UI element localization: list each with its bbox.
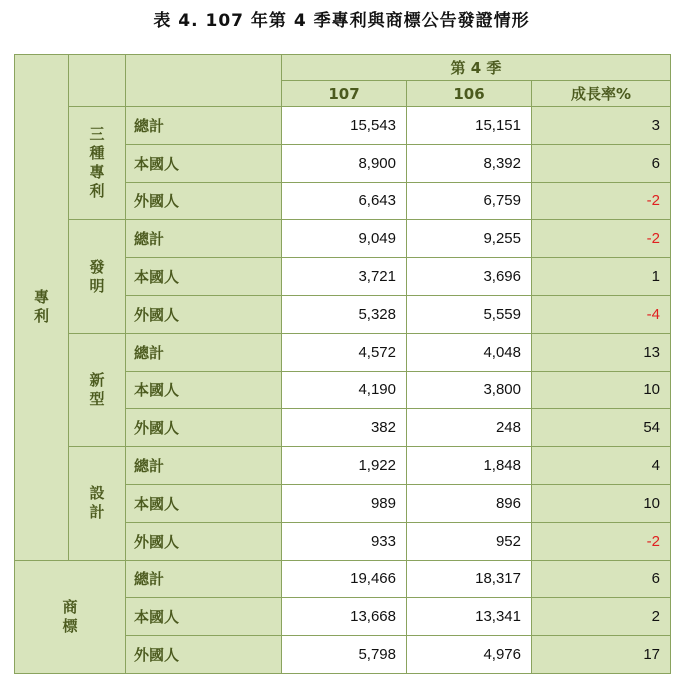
group-label: 三 種 專 利 <box>89 125 105 201</box>
value-v107: 13,668 <box>282 598 407 636</box>
section-trademark-cell <box>15 560 126 673</box>
value-v106: 9,255 <box>407 220 532 258</box>
value-growth: 6 <box>532 144 671 182</box>
value-v107: 6,643 <box>282 182 407 220</box>
group-label: 新 型 <box>89 370 105 408</box>
value-v106: 3,696 <box>407 258 532 296</box>
group-label: 設 計 <box>89 484 105 522</box>
value-v106: 1,848 <box>407 447 532 485</box>
value-v107: 3,721 <box>282 258 407 296</box>
value-v106: 952 <box>407 522 532 560</box>
table-row <box>15 333 671 371</box>
value-v106: 18,317 <box>407 560 532 598</box>
row-label: 總計 <box>126 447 282 485</box>
value-v107: 4,190 <box>282 371 407 409</box>
value-growth: -2 <box>532 182 671 220</box>
value-v106: 248 <box>407 409 532 447</box>
table-title: 表 4. 107 年第 4 季專利與商標公告發證情形 <box>153 11 530 31</box>
row-label: 總計 <box>126 560 282 598</box>
value-growth: 54 <box>532 409 671 447</box>
row-label: 本國人 <box>126 258 282 296</box>
value-v107: 5,798 <box>282 636 407 674</box>
table-row <box>15 560 671 598</box>
value-v107: 15,543 <box>282 107 407 145</box>
section-trademark-label: 商 標 <box>62 597 78 635</box>
value-growth: 13 <box>532 333 671 371</box>
header-col-106: 106 <box>407 81 532 107</box>
group-invention-cell <box>69 220 126 333</box>
table-row <box>15 220 671 258</box>
row-label: 外國人 <box>126 409 282 447</box>
value-v107: 382 <box>282 409 407 447</box>
value-v106: 15,151 <box>407 107 532 145</box>
value-growth: -2 <box>532 522 671 560</box>
row-label: 本國人 <box>126 144 282 182</box>
value-growth: 3 <box>532 107 671 145</box>
header-col-growth: 成長率% <box>532 81 671 107</box>
value-growth: 10 <box>532 484 671 522</box>
value-v106: 5,559 <box>407 295 532 333</box>
value-v107: 989 <box>282 484 407 522</box>
row-label: 外國人 <box>126 182 282 220</box>
section-patent-cell <box>15 55 69 561</box>
value-growth: 17 <box>532 636 671 674</box>
value-v107: 933 <box>282 522 407 560</box>
value-v106: 6,759 <box>407 182 532 220</box>
header-col-107: 107 <box>282 81 407 107</box>
value-v107: 1,922 <box>282 447 407 485</box>
value-v106: 13,341 <box>407 598 532 636</box>
row-label: 外國人 <box>126 522 282 560</box>
group-utility-cell <box>69 333 126 446</box>
value-growth: 10 <box>532 371 671 409</box>
value-growth: 6 <box>532 560 671 598</box>
row-label: 本國人 <box>126 371 282 409</box>
value-v107: 5,328 <box>282 295 407 333</box>
value-growth: 2 <box>532 598 671 636</box>
row-label: 本國人 <box>126 598 282 636</box>
value-v106: 8,392 <box>407 144 532 182</box>
row-label: 總計 <box>126 107 282 145</box>
value-v107: 19,466 <box>282 560 407 598</box>
value-v106: 3,800 <box>407 371 532 409</box>
value-growth: -4 <box>532 295 671 333</box>
table-row <box>15 447 671 485</box>
row-label: 總計 <box>126 333 282 371</box>
row-label: 總計 <box>126 220 282 258</box>
row-label: 外國人 <box>126 295 282 333</box>
row-label: 本國人 <box>126 484 282 522</box>
group-design-cell <box>69 447 126 560</box>
table-row <box>15 107 671 145</box>
value-v107: 8,900 <box>282 144 407 182</box>
value-growth: -2 <box>532 220 671 258</box>
value-v106: 4,976 <box>407 636 532 674</box>
value-v106: 896 <box>407 484 532 522</box>
header-empty-cell <box>69 55 126 107</box>
value-v107: 9,049 <box>282 220 407 258</box>
value-v106: 4,048 <box>407 333 532 371</box>
value-v107: 4,572 <box>282 333 407 371</box>
value-growth: 4 <box>532 447 671 485</box>
value-growth: 1 <box>532 258 671 296</box>
group-three-types-cell <box>69 107 126 220</box>
section-patent-label: 專 利 <box>33 288 49 326</box>
header-empty-cell <box>126 55 282 107</box>
header-quarter: 第 4 季 <box>282 55 671 81</box>
group-label: 發 明 <box>89 257 105 295</box>
patent-trademark-table <box>14 54 671 674</box>
row-label: 外國人 <box>126 636 282 674</box>
